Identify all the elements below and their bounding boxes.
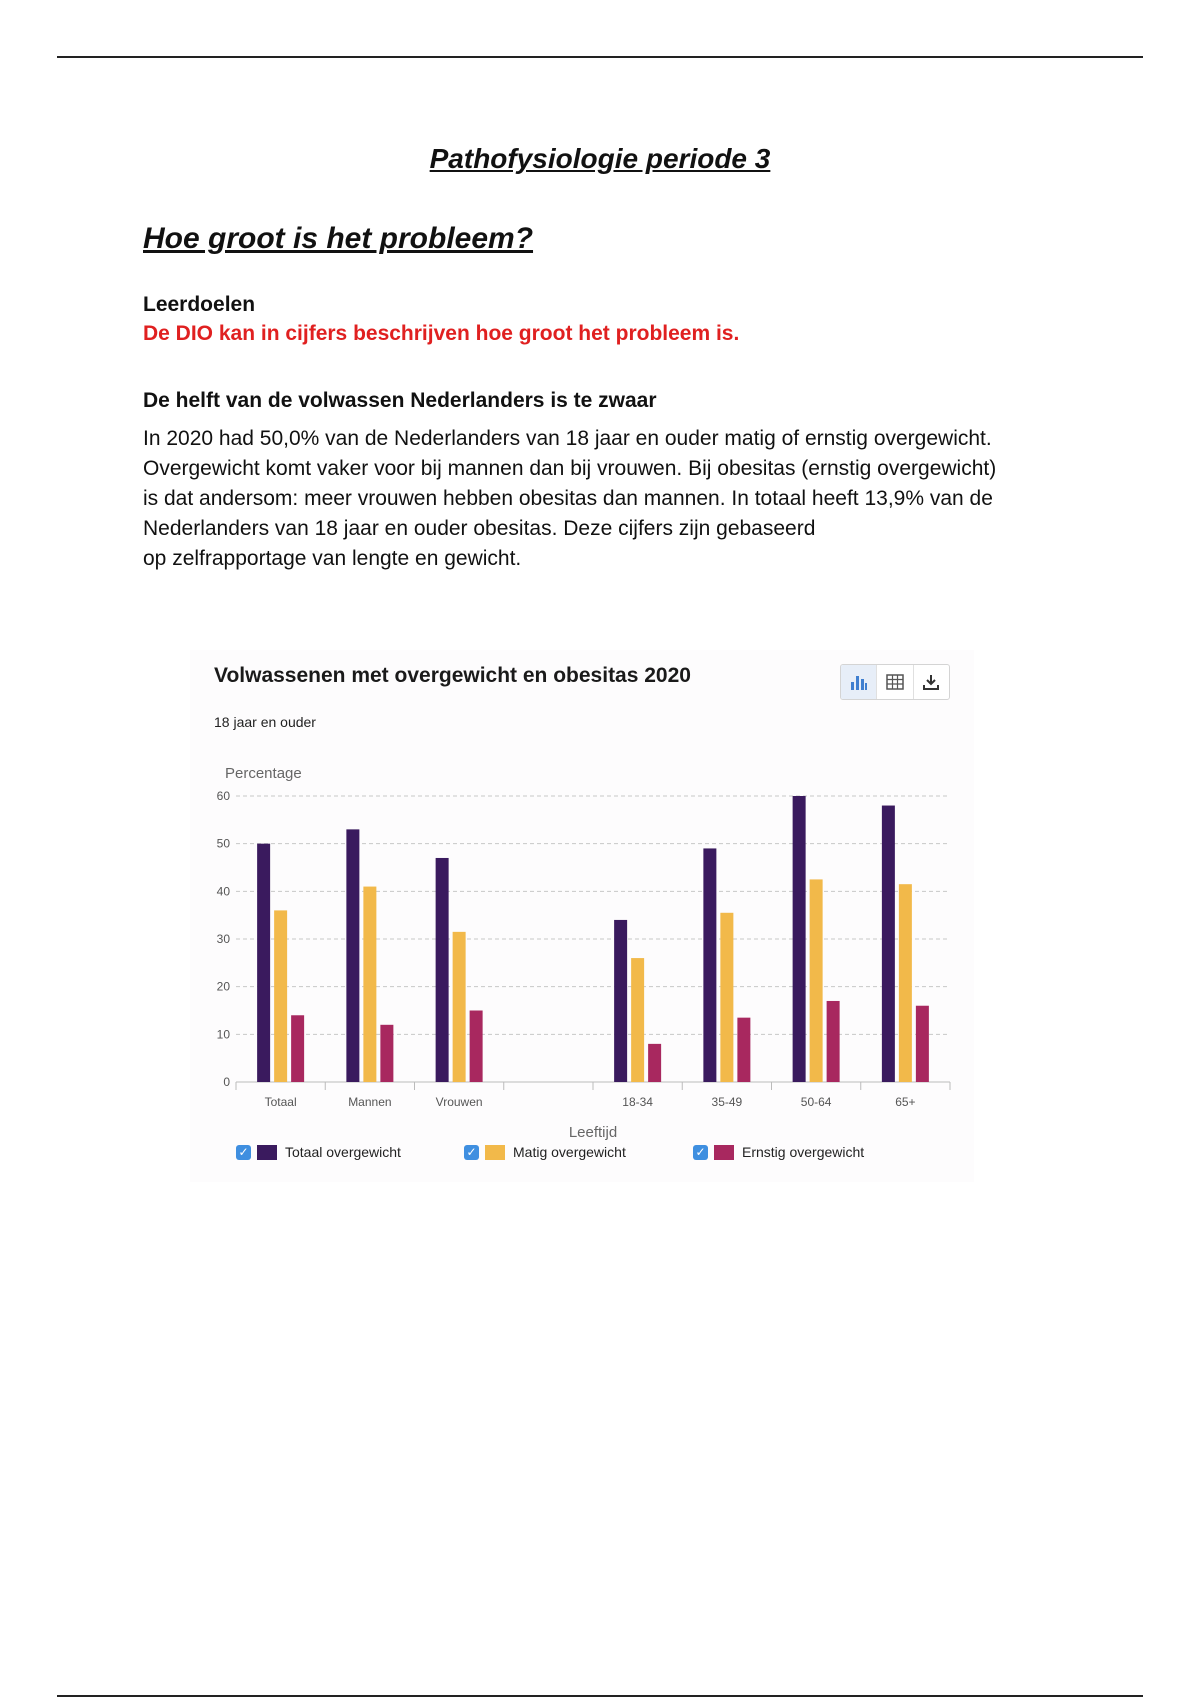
x-tick-label: Totaal (264, 1095, 297, 1109)
x-tick-label: 50-64 (800, 1095, 832, 1109)
bar (810, 879, 823, 1082)
chart-title: Volwassenen met overgewicht en obesitas 2020 (214, 664, 691, 687)
bar (257, 844, 270, 1082)
download-button[interactable] (914, 665, 949, 699)
legend-label: Matig overgewicht (513, 1144, 626, 1160)
y-tick-label: 60 (216, 789, 230, 803)
chart-toolbar (840, 664, 950, 700)
learning-goal-text: De DIO kan in cijfers beschrijven hoe groot het probleem is. (143, 322, 740, 345)
y-tick-label: 10 (216, 1027, 230, 1042)
checkbox-checked-icon[interactable]: ✓ (236, 1145, 251, 1160)
paragraph-line: In 2020 had 50,0% van de Nederlanders van 18 jaar en ouder matig of ernstig overgewicht. (143, 427, 992, 450)
paragraph-line: op zelfrapportage van lengte en gewicht. (143, 547, 522, 570)
bar (453, 932, 466, 1082)
x-tick-label: 18-34 (622, 1095, 653, 1109)
bar (614, 920, 627, 1082)
legend-swatch (714, 1145, 734, 1160)
bar (737, 1018, 750, 1082)
bar (470, 1011, 483, 1083)
checkbox-checked-icon[interactable]: ✓ (464, 1145, 479, 1160)
y-tick-label: 0 (223, 1075, 230, 1089)
chart-subtitle: 18 jaar en ouder (214, 714, 316, 730)
x-tick-label: Mannen (348, 1095, 392, 1109)
y-axis-label: Percentage (225, 765, 302, 782)
y-tick-label: 40 (216, 884, 230, 899)
bar (916, 1006, 929, 1082)
bar (827, 1001, 840, 1082)
bar (363, 887, 376, 1082)
section-heading: Hoe groot is het probleem? (143, 222, 534, 255)
bar (436, 858, 449, 1082)
bar (703, 848, 716, 1082)
chart-legend (236, 1144, 956, 1168)
bar (291, 1015, 304, 1082)
legend-item-totaal[interactable] (236, 1144, 401, 1160)
bar (648, 1044, 661, 1082)
bar (899, 884, 912, 1082)
legend-item-matig[interactable] (464, 1144, 626, 1160)
legend-label: Ernstig overgewicht (742, 1144, 865, 1160)
bar (380, 1025, 393, 1082)
legend-item-ernstig[interactable] (693, 1144, 864, 1160)
bar (346, 829, 359, 1082)
legend-label: Totaal overgewicht (285, 1144, 401, 1160)
body-paragraph (143, 424, 1083, 574)
bar (274, 910, 287, 1082)
bar-chart-icon (850, 674, 868, 690)
chart-view-button[interactable] (841, 665, 877, 699)
learning-goals-label: Leerdoelen (143, 293, 256, 316)
bar (631, 958, 644, 1082)
paragraph-line: Overgewicht komt vaker voor bij mannen dan bij vrouwen. Bij obesitas (ernstig overgewicht) (143, 457, 997, 480)
paragraph-line: Nederlanders van 18 jaar en ouder obesitas. Deze cijfers zijn gebaseerd (143, 517, 816, 540)
top-rule (57, 56, 1143, 58)
bar (720, 913, 733, 1082)
y-tick-label: 20 (216, 979, 230, 994)
checkbox-checked-icon[interactable]: ✓ (693, 1145, 708, 1160)
bar (793, 796, 806, 1082)
x-tick-label: Vrouwen (435, 1095, 483, 1109)
paragraph-line: is dat andersom: meer vrouwen hebben obesitas dan mannen. In totaal heeft 13,9% van de (143, 487, 993, 510)
chart-container (190, 650, 974, 1182)
y-tick-label: 50 (216, 836, 230, 851)
x-tick-label: 65+ (895, 1095, 916, 1109)
sub-heading: De helft van de volwassen Nederlanders is te zwaar (143, 389, 657, 412)
x-tick-label: 35-49 (711, 1095, 743, 1109)
document-title: Pathofysiologie periode 3 (429, 143, 771, 174)
legend-swatch (485, 1145, 505, 1160)
legend-swatch (257, 1145, 277, 1160)
x-axis-label: Leeftijd (568, 1124, 618, 1141)
bar (882, 806, 895, 1082)
bottom-rule (57, 1695, 1143, 1697)
download-icon (922, 674, 940, 690)
y-tick-label: 30 (216, 932, 230, 946)
table-view-button[interactable] (877, 665, 913, 699)
table-icon (886, 674, 904, 690)
